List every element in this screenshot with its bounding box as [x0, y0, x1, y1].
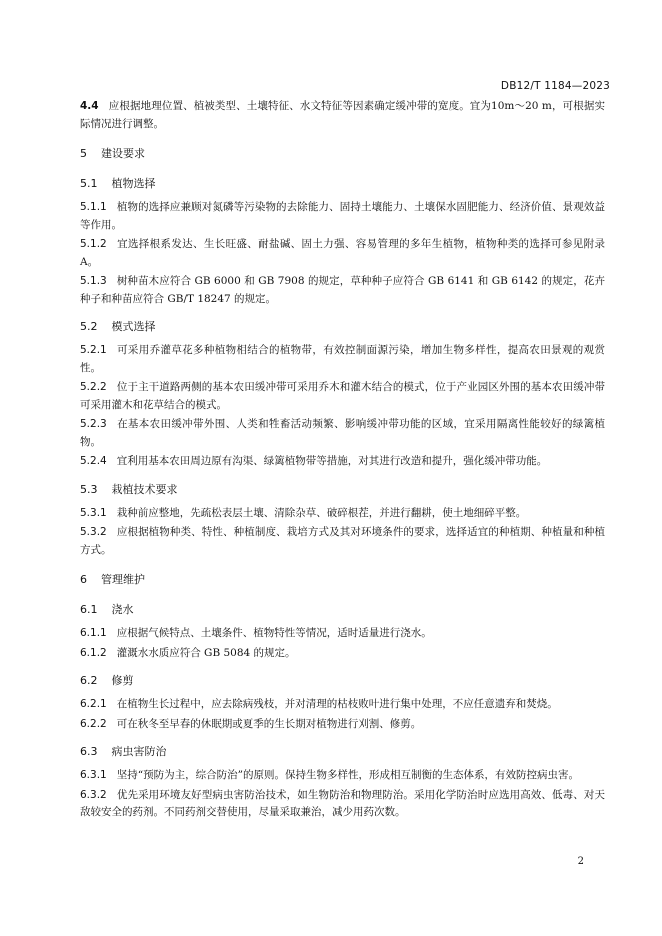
clause-text: 宜选择根系发达、生长旺盛、耐盐碱、固土力强、容易管理的多年生植物，植物种类的选择可参见附录A。: [80, 238, 605, 268]
clause-5-1-1: [80, 199, 605, 234]
clause-number: 6.1.2: [80, 646, 107, 659]
section-5-1-heading: [80, 175, 605, 193]
section-5-3-heading: [80, 481, 605, 499]
clause-6-1-2: [80, 645, 605, 663]
clause-number: 4.4: [80, 100, 99, 112]
chapter-title: 建设要求: [101, 147, 145, 160]
section-number: 5.1: [80, 177, 98, 190]
clause-6-3-1: [80, 767, 605, 785]
clause-text: 坚持“预防为主，综合防治”的原则。保持生物多样性，形成相互制衡的生态体系，有效防控病虫害。: [116, 769, 579, 781]
section-5-2-heading: [80, 318, 605, 336]
section-number: 5.3: [80, 482, 98, 496]
clause-6-3-2: [80, 787, 605, 822]
clause-text: 树种苗木应符合 GB 6000 和 GB 7908 的规定，草种种子应符合 GB 6141 和 GB 6142 的规定，花卉种子和种苗应符合 GB/T 18247 的规定。: [80, 275, 605, 305]
clause-5-1-2: [80, 236, 605, 271]
chapter-number: 6: [80, 573, 87, 586]
clause-text: 优先采用环境友好型病虫害防治技术，如生物防治和物理防治。采用化学防治时应选用高效、低毒、对天敌较安全的药剂。不同药剂交替使用，尽量采取兼治，减少用药次数。: [80, 788, 605, 818]
clause-text: 栽种前应整地，先疏松表层土壤、清除杂草、破碎根茬，并进行翻耕，使土地细碎平整。: [116, 506, 527, 519]
document-code: DB12/T 1184—2023: [500, 80, 610, 92]
clause-5-2-1: [80, 342, 605, 377]
document-body: [80, 98, 605, 824]
clause-number: 5.3.2: [80, 526, 107, 538]
clause-text: 应根据气候特点、土壤条件、植物特性等情况，适时适量进行浇水。: [116, 627, 432, 639]
clause-6-2-1: [80, 696, 605, 714]
section-title: 浇水: [111, 603, 134, 616]
section-number: 5.2: [80, 320, 98, 333]
section-title: 栽植技术要求: [111, 482, 178, 496]
chapter-number: 5: [80, 147, 87, 160]
section-title: 修剪: [111, 674, 134, 687]
clause-number: 5.2.1: [80, 344, 107, 356]
chapter-6-heading: [80, 571, 605, 589]
clause-number: 5.1.2: [80, 238, 107, 250]
clause-number: 5.1.1: [80, 201, 107, 213]
clause-5-1-3: [80, 273, 605, 308]
clause-text: 位于主干道路两侧的基本农田缓冲带可采用乔木和灌木结合的模式，位于产业园区外围的基本农田缓冲带可采用灌木和花草结合的模式。: [80, 381, 605, 411]
clause-5-2-4: [80, 453, 605, 471]
clause-text: 植物的选择应兼顾对氮磷等污染物的去除能力、固持土壤能力、土壤保水固肥能力、经济价值、景观效益等作用。: [80, 201, 605, 231]
section-title: 病虫害防治: [111, 745, 167, 758]
clause-5-2-3: [80, 416, 605, 451]
clause-number: 5.3.1: [80, 506, 107, 519]
clause-text: 灌溉水水质应符合 GB 5084 的规定。: [116, 646, 296, 659]
clause-text: 应根据地理位置、植被类型、土壤特征、水文特征等因素确定缓冲带的宽度。宜为10m～20 m，可根据实际情况进行调整。: [80, 100, 605, 130]
clause-6-2-2: [80, 716, 605, 734]
clause-number: 6.1.1: [80, 627, 107, 639]
page-number: 2: [577, 856, 584, 867]
clause-text: 可在秋冬至早春的休眠期或夏季的生长期对植物进行刈割、修剪。: [116, 717, 422, 730]
section-title: 模式选择: [111, 320, 156, 333]
clause-5-3-1: [80, 505, 605, 523]
section-number: 6.1: [80, 603, 98, 616]
section-number: 6.2: [80, 674, 98, 687]
clause-number: 5.2.3: [80, 418, 107, 430]
clause-text: 应根据植物种类、特性、种植制度、栽培方式及其对环境条件的要求，选择适宜的种植期、种植量和种植方式。: [80, 526, 605, 556]
clause-4-4: [80, 98, 605, 133]
clause-5-2-2: [80, 379, 605, 414]
clause-text: 可采用乔灌草花多种植物相结合的植物带，有效控制面源污染，增加生物多样性，提高农田景观的观赏性。: [80, 344, 605, 374]
clause-6-1-1: [80, 625, 605, 643]
clause-number: 5.2.2: [80, 381, 107, 393]
clause-number: 6.2.2: [80, 717, 107, 730]
clause-number: 6.3.2: [80, 788, 107, 801]
clause-number: 6.3.1: [80, 769, 107, 781]
chapter-5-heading: [80, 145, 605, 163]
clause-text: 在植物生长过程中，应去除病残枝，并对清理的枯枝败叶进行集中处理，不应任意遗弃和焚烧。: [116, 698, 558, 710]
clause-text: 在基本农田缓冲带外围、人类和牲畜活动频繁、影响缓冲带功能的区域，宜采用隔离性能较好的绿篱植物。: [80, 418, 605, 448]
clause-number: 5.2.4: [80, 455, 107, 467]
section-6-3-heading: [80, 743, 605, 761]
section-6-1-heading: [80, 601, 605, 619]
chapter-title: 管理维护: [101, 573, 145, 586]
clause-5-3-2: [80, 524, 605, 559]
section-6-2-heading: [80, 672, 605, 690]
section-number: 6.3: [80, 745, 98, 758]
section-title: 植物选择: [111, 177, 156, 190]
clause-number: 5.1.3: [80, 275, 107, 287]
clause-text: 宜利用基本农田周边原有沟渠、绿篱植物带等措施，对其进行改造和提升，强化缓冲带功能。: [116, 455, 548, 467]
clause-number: 6.2.1: [80, 698, 107, 710]
